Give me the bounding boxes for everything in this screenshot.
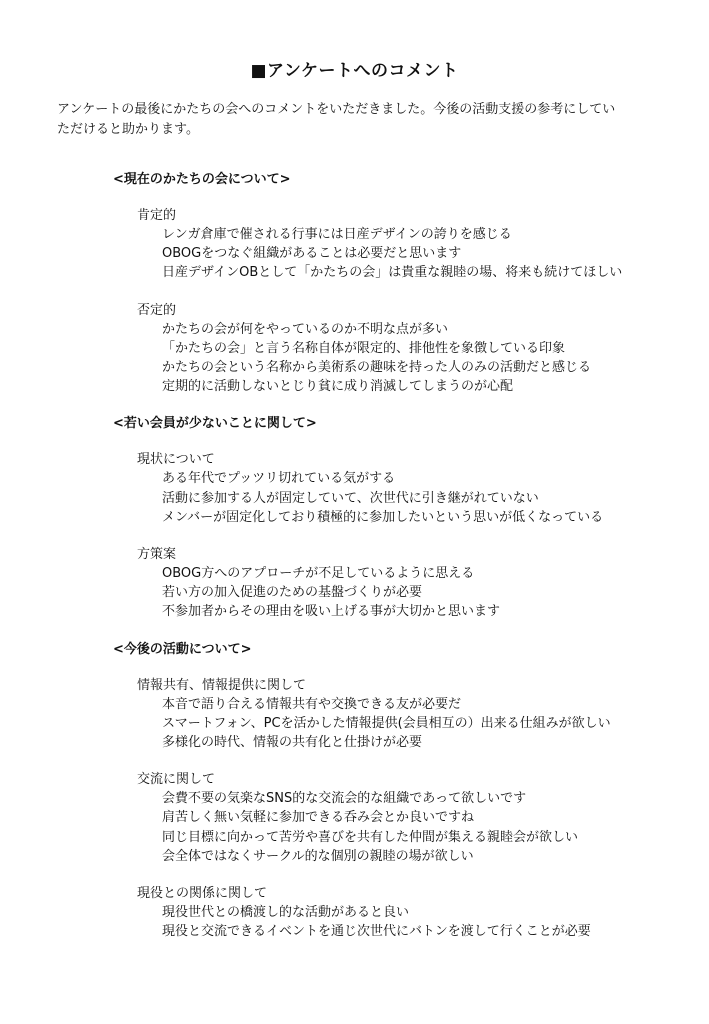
list-item: 現役と交流できるイベントを通じ次世代にバトンを渡して行くことが必要 (162, 924, 591, 940)
section-header: <今後の活動について> (113, 641, 252, 657)
section-young-members (0, 414, 709, 621)
group-label: 方策案 (137, 547, 177, 563)
section-current-kai (0, 170, 709, 396)
group-label: 現役との関係に関して (137, 886, 268, 902)
list-item: かたちの会という名称から美術系の趣味を持った人のみの活動だと感じる (162, 360, 592, 376)
group-info-sharing (0, 676, 709, 753)
list-item: ある年代でプッツリ切れている気がする (162, 471, 396, 487)
group-active-relations (0, 884, 709, 941)
list-item: メンバーが固定化しており積極的に参加したいという思いが低くなっている (162, 509, 604, 525)
list-item: 現役世代との橋渡し的な活動があると良い (162, 905, 410, 921)
group-positive (0, 206, 709, 283)
list-item: 会費不要の気楽なSNS的な交流会的な組織であって欲しいです (162, 791, 527, 807)
list-item: OBOGをつなぐ組織があることは必要だと思います (162, 246, 462, 262)
intro-paragraph (57, 100, 667, 140)
group-label: 現状について (137, 452, 215, 468)
intro-line: アンケートの最後にかたちの会へのコメントをいただきました。今後の活動支援の参考にしてい (57, 102, 616, 117)
list-item: 本音で語り合える情報共有や交換できる友が必要だ (162, 696, 462, 712)
list-item: 「かたちの会」と言う名称自体が限定的、排他性を象徴している印象 (162, 340, 566, 356)
group-label: 交流に関して (137, 772, 216, 788)
group-label: 情報共有、情報提供に関して (137, 677, 307, 693)
list-item: 同じ目標に向かって苦労や喜びを共有した仲間が集える親睦会が欲しい (162, 829, 579, 845)
section-header: <若い会員が少ないことに関して> (113, 416, 317, 432)
list-item: 会全体ではなくサークル的な個別の親睦の場が欲しい (162, 848, 474, 864)
group-proposals (0, 545, 709, 622)
group-current-state (0, 450, 709, 527)
intro-line: ただけると助かります。 (57, 122, 199, 137)
list-item: レンガ倉庫で催される行事には日産デザインの誇りを感じる (162, 227, 512, 242)
section-header: <現在のかたちの会について> (113, 172, 291, 187)
list-item: スマートフォン、PCを活かした情報提供(会員相互の）出来る仕組みが欲しい (162, 715, 611, 731)
group-negative (0, 301, 709, 397)
list-item: 日産デザインOBとして「かたちの会」は貴重な親睦の場、将来も続けてほしい (162, 265, 623, 281)
page-title: ■アンケートへのコメント (250, 61, 459, 81)
group-label: 否定的 (137, 302, 177, 318)
comment-content (0, 170, 709, 959)
section-future-activities (0, 640, 709, 942)
list-item: 肩苦しく無い気軽に参加できる呑み会とか良いですね (162, 810, 475, 826)
list-item: OBOG方へのアプローチが不足しているように思える (162, 566, 475, 582)
group-exchange (0, 770, 709, 866)
list-item: 不参加者からその理由を吸い上げる事が大切かと思います (162, 604, 501, 620)
group-label: 肯定的 (137, 208, 177, 223)
list-item: かたちの会が何をやっているのか不明な点が多い (162, 321, 449, 337)
list-item: 多様化の時代、情報の共有化と仕掛けが必要 (162, 735, 423, 751)
list-item: 定期的に活動しないとじり貧に成り消滅してしまうのが心配 (162, 379, 514, 395)
list-item: 活動に参加する人が固定していて、次世代に引き継がれていない (162, 490, 539, 506)
list-item: 若い方の加入促進のための基盤づくりが必要 (162, 585, 423, 601)
